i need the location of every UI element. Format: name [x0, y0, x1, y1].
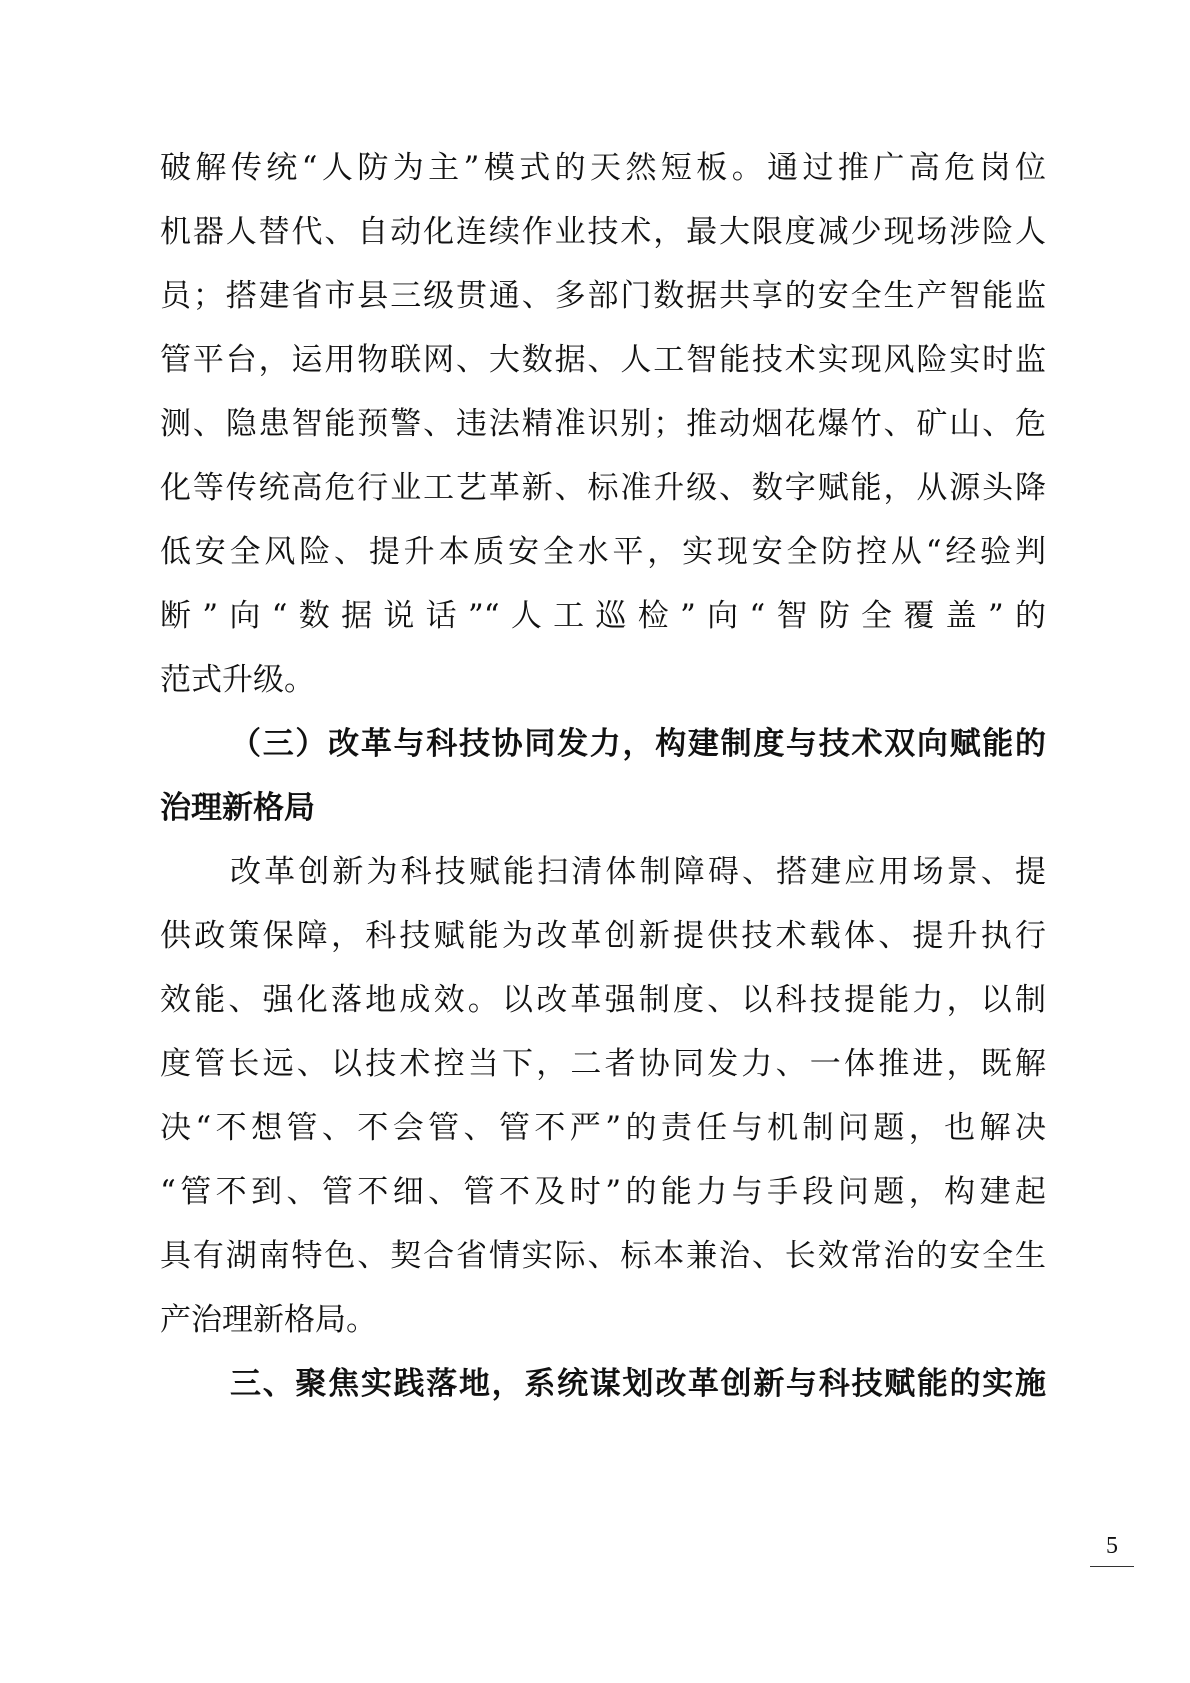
- paragraph-line-8: 断”向“数据说话”“人工巡检”向“智防全覆盖”的: [160, 598, 1046, 634]
- page-number: 5: [1106, 1533, 1118, 1559]
- paragraph-line-9: 范式升级。: [160, 662, 315, 698]
- paragraph-line-10: 改革创新为科技赋能扫清体制障碍、搭建应用场景、提: [230, 854, 1046, 890]
- paragraph-line-13: 度管长远、以技术控当下，二者协同发力、一体推进，既解: [160, 1046, 1046, 1082]
- paragraph-line-4: 管平台，运用物联网、大数据、人工智能技术实现风险实时监: [160, 342, 1046, 378]
- paragraph-line-14: 决“不想管、不会管、管不严”的责任与机制问题，也解决: [160, 1110, 1046, 1146]
- paragraph-line-12: 效能、强化落地成效。以改革强制度、以科技提能力，以制: [160, 982, 1046, 1018]
- paragraph-line-3: 员；搭建省市县三级贯通、多部门数据共享的安全生产智能监: [160, 278, 1046, 314]
- paragraph-line-11: 供政策保障，科技赋能为改革创新提供技术载体、提升执行: [160, 918, 1046, 954]
- paragraph-line-17: 产治理新格局。: [160, 1302, 377, 1338]
- paragraph-line-2: 机器人替代、自动化连续作业技术，最大限度减少现场涉险人: [160, 214, 1046, 250]
- paragraph-line-5: 测、隐患智能预警、违法精准识别；推动烟花爆竹、矿山、危: [160, 406, 1046, 442]
- paragraph-line-15: “管不到、管不细、管不及时”的能力与手段问题，构建起: [160, 1174, 1046, 1210]
- section-heading-line-1: （三）改革与科技协同发力，构建制度与技术双向赋能的: [230, 726, 1046, 762]
- paragraph-line-1: 破解传统“人防为主”模式的天然短板。通过推广高危岗位: [160, 150, 1046, 186]
- paragraph-line-16: 具有湖南特色、契合省情实际、标本兼治、长效常治的安全生: [160, 1238, 1046, 1274]
- page-number-underline: [1090, 1566, 1134, 1567]
- chapter-heading: 三、聚焦实践落地，系统谋划改革创新与科技赋能的实施: [230, 1366, 1046, 1402]
- section-heading-line-2: 治理新格局: [160, 790, 315, 826]
- paragraph-line-6: 化等传统高危行业工艺革新、标准升级、数字赋能，从源头降: [160, 470, 1046, 506]
- document-page: [160, 0, 1046, 1683]
- paragraph-line-7: 低安全风险、提升本质安全水平，实现安全防控从“经验判: [160, 534, 1046, 570]
